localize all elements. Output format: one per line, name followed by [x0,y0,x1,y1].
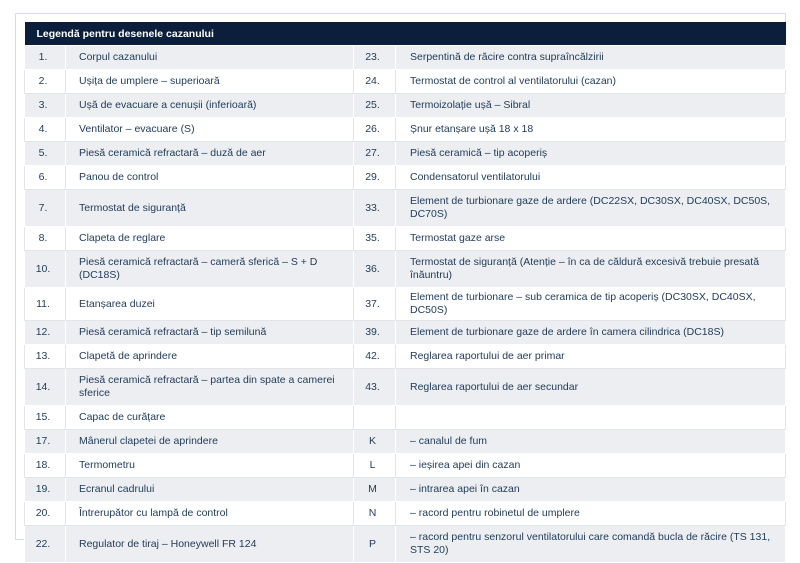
left-description-cell: Panou de control [66,166,354,190]
left-description-cell: Clapetă de aprindere [66,345,354,369]
left-description-cell: Ventilator – evacuare (S) [66,118,354,142]
left-description-cell: Ușița de umplere – superioară [66,70,354,94]
right-number-cell: 27. [354,142,396,166]
left-number-cell: 5. [25,142,66,166]
right-number-cell [354,406,396,430]
left-number-cell: 7. [25,190,66,227]
left-description-cell: Piesă ceramică refractară – duză de aer [66,142,354,166]
table-row [25,142,786,166]
left-description-cell: Întrerupător cu lampă de control [66,502,354,526]
right-description-cell: Element de turbionare gaze de ardere în camera cilindrica (DC18S) [396,321,786,345]
table-row [25,251,786,288]
left-number-cell: 13. [25,345,66,369]
table-row [25,190,786,227]
left-description-cell: Termostat de siguranță [66,190,354,227]
left-number-cell: 19. [25,478,66,502]
right-description-cell: – canalul de fum [396,430,786,454]
left-number-cell: 17. [25,430,66,454]
right-description-cell: Termoizolație ușă – Sibral [396,94,786,118]
table-row [25,94,786,118]
left-number-cell: 12. [25,321,66,345]
left-description-cell: Ecranul cadrului [66,478,354,502]
table-row [25,288,786,321]
right-description-cell: Piesă ceramică – tip acoperiș [396,142,786,166]
left-number-cell: 2. [25,70,66,94]
right-number-cell: 42. [354,345,396,369]
right-number-cell: 39. [354,321,396,345]
right-description-cell: – intrarea apei în cazan [396,478,786,502]
right-description-cell: Termostat de siguranță (Atenție – în ca de căldură excesivă trebuie presată înăuntru) [396,251,786,288]
left-number-cell: 22. [25,526,66,563]
right-number-cell: 43. [354,369,396,406]
table-row [25,430,786,454]
right-number-cell: M [354,478,396,502]
right-description-cell: Serpentină de răcire contra supraîncălzirii [396,46,786,70]
left-number-cell: 4. [25,118,66,142]
legend-body [25,46,786,563]
left-description-cell: Termometru [66,454,354,478]
table-row [25,321,786,345]
right-number-cell: 36. [354,251,396,288]
table-title: Legendă pentru desenele cazanului [25,22,786,46]
right-number-cell: 35. [354,227,396,251]
right-description-cell: – racord pentru robinetul de umplere [396,502,786,526]
left-description-cell: Capac de curățare [66,406,354,430]
left-number-cell: 6. [25,166,66,190]
left-number-cell: 20. [25,502,66,526]
left-number-cell: 3. [25,94,66,118]
left-number-cell: 10. [25,251,66,288]
legend-table [24,22,786,563]
right-number-cell: 26. [354,118,396,142]
left-number-cell: 18. [25,454,66,478]
left-description-cell: Piesă ceramică refractară – partea din spate a camerei sferice [66,369,354,406]
left-description-cell: Piesă ceramică refractară – tip semilună [66,321,354,345]
left-description-cell: Regulator de tiraj – Honeywell FR 124 [66,526,354,563]
right-description-cell: Șnur etanșare ușă 18 x 18 [396,118,786,142]
left-description-cell: Clapeta de reglare [66,227,354,251]
left-number-cell: 1. [25,46,66,70]
left-description-cell: Corpul cazanului [66,46,354,70]
left-description-cell: Etanșarea duzei [66,288,354,321]
right-number-cell: L [354,454,396,478]
left-number-cell: 15. [25,406,66,430]
table-row [25,46,786,70]
left-number-cell: 8. [25,227,66,251]
table-row [25,118,786,142]
right-description-cell: Termostat gaze arse [396,227,786,251]
right-description-cell: Element de turbionare gaze de ardere (DC22SX, DC30SX, DC40SX, DC50S, DC70S) [396,190,786,227]
table-header-row [25,22,786,46]
right-number-cell: 29. [354,166,396,190]
table-row [25,526,786,563]
right-number-cell: 23. [354,46,396,70]
left-description-cell: Mânerul clapetei de aprindere [66,430,354,454]
right-number-cell: 24. [354,70,396,94]
right-description-cell: – racord pentru senzorul ventilatorului care comandă bucla de răcire (TS 131, STS 20) [396,526,786,563]
right-number-cell: K [354,430,396,454]
table-row [25,502,786,526]
table-row [25,478,786,502]
right-number-cell: 37. [354,288,396,321]
right-number-cell: 33. [354,190,396,227]
right-description-cell: Element de turbionare – sub ceramica de tip acoperiș (DC30SX, DC40SX, DC50S) [396,288,786,321]
table-row [25,345,786,369]
table-row [25,454,786,478]
right-description-cell: Termostat de control al ventilatorului (cazan) [396,70,786,94]
left-description-cell: Ușă de evacuare a cenușii (inferioară) [66,94,354,118]
left-number-cell: 11. [25,288,66,321]
table-row [25,166,786,190]
table-row [25,70,786,94]
left-description-cell: Piesă ceramică refractară – cameră sferică – S + D (DC18S) [66,251,354,288]
right-description-cell: – ieșirea apei din cazan [396,454,786,478]
right-description-cell [396,406,786,430]
left-number-cell: 14. [25,369,66,406]
right-number-cell: P [354,526,396,563]
right-number-cell: 25. [354,94,396,118]
table-row [25,406,786,430]
table-row [25,369,786,406]
right-description-cell: Reglarea raportului de aer secundar [396,369,786,406]
right-description-cell: Condensatorul ventilatorului [396,166,786,190]
right-description-cell: Reglarea raportului de aer primar [396,345,786,369]
table-row [25,227,786,251]
right-number-cell: N [354,502,396,526]
